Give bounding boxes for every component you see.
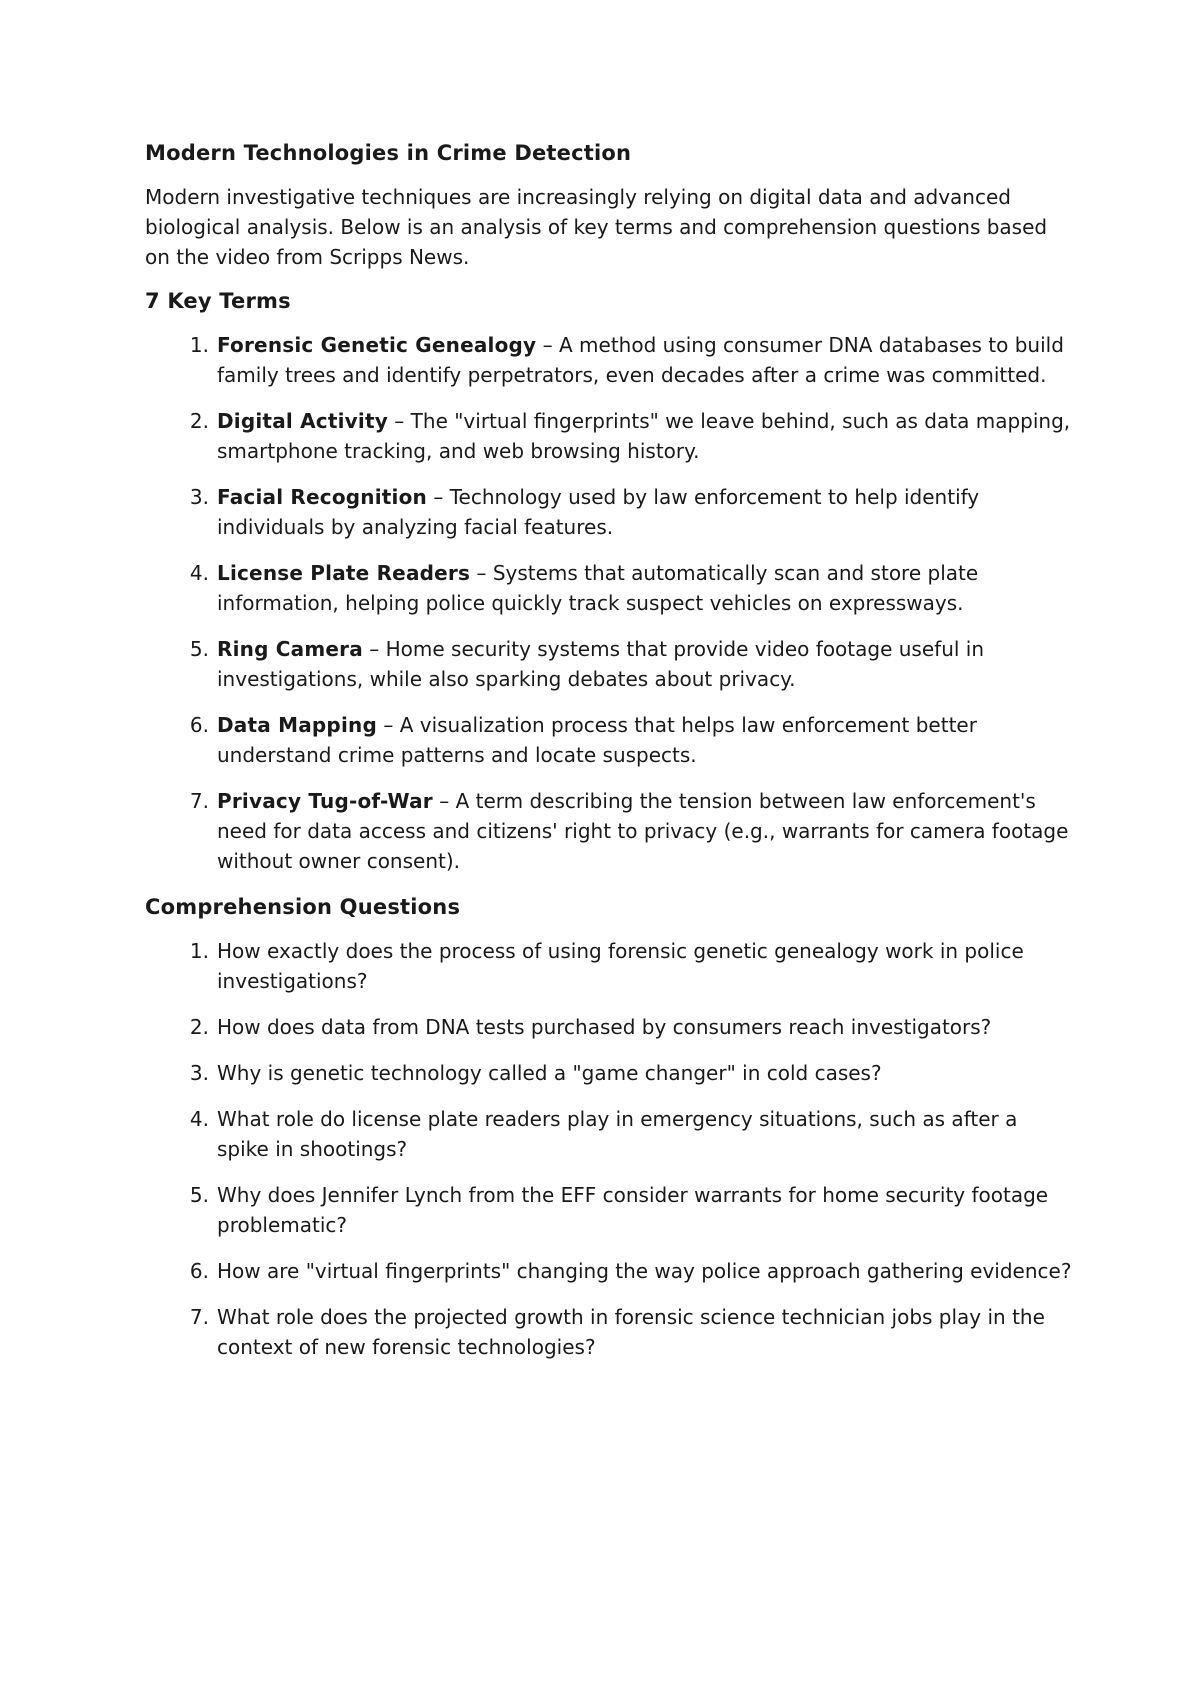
term-separator: – — [426, 485, 450, 509]
questions-heading: Comprehension Questions — [145, 895, 461, 919]
question-text: What role does the projected growth in forensic science technician jobs play in the context of new forensic technologies? — [217, 1305, 1045, 1359]
term-separator: – — [470, 561, 493, 585]
term-name: Digital Activity — [217, 409, 388, 433]
list-number: 3. — [189, 485, 209, 509]
list-number: 4. — [189, 561, 209, 585]
term-name: License Plate Readers — [217, 561, 471, 585]
key-terms-heading: 7 Key Terms — [145, 289, 291, 313]
question-item — [145, 1104, 1075, 1164]
question-item — [145, 1180, 1075, 1240]
question-text: How are "virtual fingerprints" changing the way police approach gathering evidence? — [217, 1259, 1072, 1283]
term-separator: – — [536, 333, 560, 357]
term-name: Ring Camera — [217, 637, 363, 661]
term-name: Facial Recognition — [217, 485, 427, 509]
document-title: Modern Technologies in Crime Detection — [145, 141, 632, 165]
key-terms-list — [145, 330, 1075, 876]
question-item — [145, 1058, 1075, 1088]
list-number: 2. — [189, 409, 209, 433]
questions-list — [145, 936, 1075, 1362]
key-term-item — [145, 330, 1075, 390]
list-number: 5. — [189, 1183, 209, 1207]
intro-paragraph: Modern investigative techniques are increasingly relying on digital data and advanced biological analysis. Below is an analysis of key terms and comprehension questions based on the video from Scripps News. — [145, 185, 1048, 269]
term-separator: – — [387, 409, 411, 433]
list-number: 5. — [189, 637, 209, 661]
key-term-item — [145, 406, 1075, 466]
list-number: 7. — [189, 1305, 209, 1329]
term-definition: The "virtual fingerprints" we leave behind, such as data mapping, smartphone tracking, and web browsing history. — [217, 409, 1071, 463]
term-name: Forensic Genetic Genealogy — [217, 333, 537, 357]
list-number: 3. — [189, 1061, 209, 1085]
question-item — [145, 1256, 1075, 1286]
term-definition: Systems that automatically scan and store plate information, helping police quickly track suspect vehicles on expressways. — [217, 561, 979, 615]
key-term-item — [145, 482, 1075, 542]
question-item — [145, 1302, 1075, 1362]
question-text: How exactly does the process of using forensic genetic genealogy work in police investigations? — [217, 939, 1024, 993]
key-term-item — [145, 558, 1075, 618]
key-term-item — [145, 710, 1075, 770]
term-name: Privacy Tug-of-War — [217, 789, 433, 813]
question-text: Why is genetic technology called a "game changer" in cold cases? — [217, 1061, 882, 1085]
term-separator: – — [376, 713, 400, 737]
list-number: 7. — [189, 789, 209, 813]
list-number: 6. — [189, 1259, 209, 1283]
question-item — [145, 1012, 1075, 1042]
question-text: What role do license plate readers play in emergency situations, such as after a spike in shootings? — [217, 1107, 1018, 1161]
list-number: 4. — [189, 1107, 209, 1131]
list-number: 6. — [189, 713, 209, 737]
question-text: How does data from DNA tests purchased by consumers reach investigators? — [217, 1015, 992, 1039]
term-separator: – — [362, 637, 386, 661]
term-separator: – — [432, 789, 456, 813]
term-definition: Home security systems that provide video footage useful in investigations, while also sparking debates about privacy. — [217, 637, 985, 691]
term-definition: Technology used by law enforcement to help identify individuals by analyzing facial features. — [217, 485, 980, 539]
term-name: Data Mapping — [217, 713, 377, 737]
term-definition: A term describing the tension between law enforcement's need for data access and citizens' right to privacy (e.g., warrants for camera footage without owner consent). — [217, 789, 1069, 873]
key-term-item — [145, 634, 1075, 694]
list-number: 1. — [189, 333, 209, 357]
key-term-item — [145, 786, 1075, 876]
question-item — [145, 936, 1075, 996]
document-page — [145, 138, 1075, 1378]
term-definition: A visualization process that helps law enforcement better understand crime patterns and locate suspects. — [217, 713, 977, 767]
list-number: 2. — [189, 1015, 209, 1039]
list-number: 1. — [189, 939, 209, 963]
question-text: Why does Jennifer Lynch from the EFF consider warrants for home security footage problematic? — [217, 1183, 1049, 1237]
term-definition: A method using consumer DNA databases to build family trees and identify perpetrators, even decades after a crime was committed. — [217, 333, 1064, 387]
